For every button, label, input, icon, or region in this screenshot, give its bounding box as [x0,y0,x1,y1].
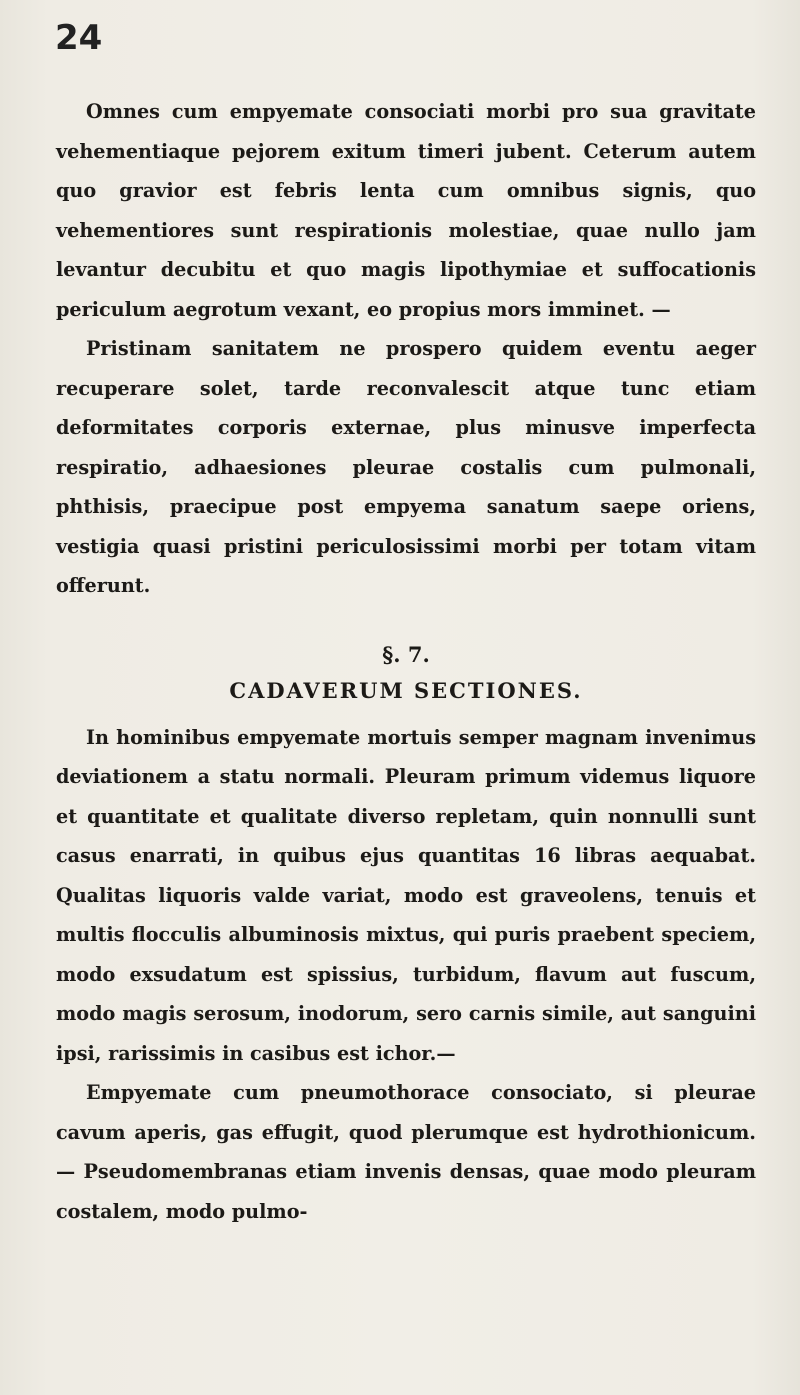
section-number: §. 7. [382,641,430,667]
paragraph-recovery: Pristinam sanitatem ne prospero quidem eventu aeger recuperare solet, tarde reconvalescit atque tunc etiam deformitates corporis externae, plus minusve imperfecta respiratio, adhaesiones pleurae costalis cum pulmonali, phthisis, praecipue post empyema sanatum saepe oriens, vestigia quasi pristini periculosissimi morbi per totam vitam offerunt. [56,337,756,597]
paragraph-pneumothorax: Empyemate cum pneumothorace consociato, si pleurae cavum aperis, gas effugit, quod plerumque est hydrothionicum. — Pseudomembranas etiam invenis densas, quae modo pleuram costalem, modo pulmo- [56,1081,756,1223]
page-number: 24 [55,18,103,58]
paragraph-prognosis: Omnes cum empyemate consociati morbi pro sua gravitate vehementiaque pejorem exitum timeri jubent. Ceterum autem quo gravior est febris lenta cum omnibus signis, quo vehementiores sunt respirationis molestiae, quae nullo jam levantur decubitu et quo magis lipothymiae et suffocationis periculum aegrotum vexant, eo propius mors imminet. — [56,100,756,321]
body-text [56,92,756,1231]
section-title: CADAVERUM SECTIONES. [229,677,583,703]
paragraph-autopsy: In hominibus empyemate mortuis semper magnam invenimus deviationem a statu normali. Pleuram primum videmus liquore et quantitate et qualitate diverso repletam, quin nonnulli sunt casus enarrati, in quibus ejus quantitas 16 libras aequabat. Qualitas liquoris valde variat, modo est graveolens, tenuis et multis flocculis albuminosis mixtus, qui puris praebent speciem, modo exsudatum est spissius, turbidum, flavum aut fuscum, modo magis serosum, inodorum, sero carnis simile, aut sanguini ipsi, rarissimis in casibus est ichor.— [56,725,756,1065]
